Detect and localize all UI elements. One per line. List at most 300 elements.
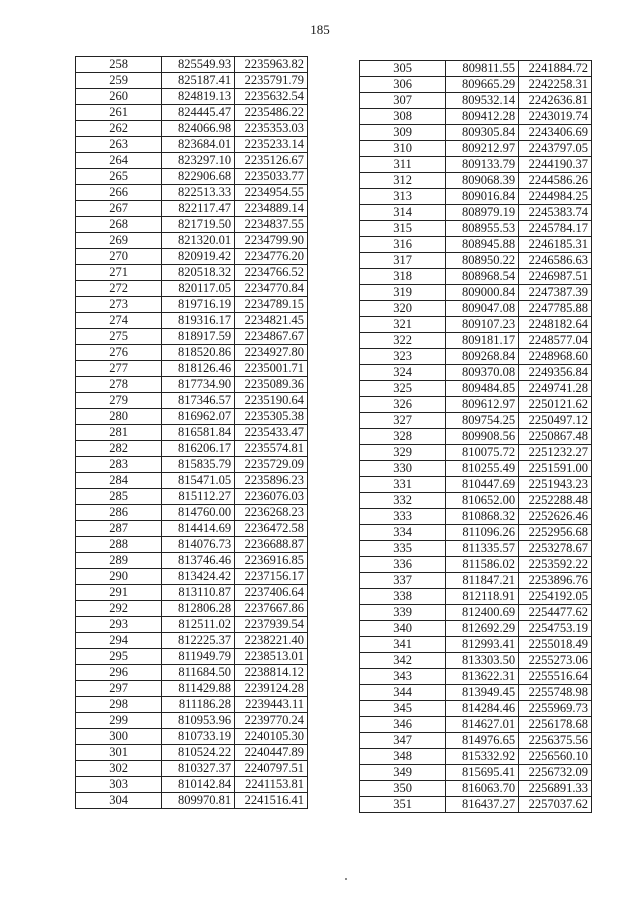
x-coordinate-cell: 812692.29 (446, 621, 519, 637)
point-number-cell: 348 (360, 749, 446, 765)
table-row (360, 557, 592, 573)
y-coordinate-cell: 2235729.09 (235, 457, 308, 473)
x-coordinate-cell: 809532.14 (446, 93, 519, 109)
table-row (76, 153, 308, 169)
y-coordinate-cell: 2252288.48 (519, 493, 592, 509)
point-number-cell: 279 (76, 393, 162, 409)
y-coordinate-cell: 2257037.62 (519, 797, 592, 813)
y-coordinate-cell: 2236472.58 (235, 521, 308, 537)
point-number-cell: 280 (76, 409, 162, 425)
y-coordinate-cell: 2235574.81 (235, 441, 308, 457)
point-number-cell: 276 (76, 345, 162, 361)
table-row (360, 605, 592, 621)
table-row (360, 525, 592, 541)
x-coordinate-cell: 821320.01 (162, 233, 235, 249)
x-coordinate-cell: 810652.00 (446, 493, 519, 509)
point-number-cell: 306 (360, 77, 446, 93)
point-number-cell: 331 (360, 477, 446, 493)
y-coordinate-cell: 2252626.46 (519, 509, 592, 525)
y-coordinate-cell: 2253278.67 (519, 541, 592, 557)
y-coordinate-cell: 2255969.73 (519, 701, 592, 717)
y-coordinate-cell: 2237667.86 (235, 601, 308, 617)
scan-speck (345, 878, 347, 880)
y-coordinate-cell: 2251232.27 (519, 445, 592, 461)
y-coordinate-cell: 2234776.20 (235, 249, 308, 265)
point-number-cell: 320 (360, 301, 446, 317)
point-number-cell: 286 (76, 505, 162, 521)
point-number-cell: 301 (76, 745, 162, 761)
y-coordinate-cell: 2254753.19 (519, 621, 592, 637)
x-coordinate-cell: 811684.50 (162, 665, 235, 681)
point-number-cell: 295 (76, 649, 162, 665)
point-number-cell: 333 (360, 509, 446, 525)
x-coordinate-cell: 811186.28 (162, 697, 235, 713)
table-row (360, 125, 592, 141)
point-number-cell: 329 (360, 445, 446, 461)
y-coordinate-cell: 2243406.69 (519, 125, 592, 141)
table-row (76, 633, 308, 649)
table-row (360, 77, 592, 93)
x-coordinate-cell: 813424.42 (162, 569, 235, 585)
x-coordinate-cell: 813303.50 (446, 653, 519, 669)
point-number-cell: 342 (360, 653, 446, 669)
point-number-cell: 287 (76, 521, 162, 537)
page-number: 185 (310, 22, 330, 37)
y-coordinate-cell: 2235963.82 (235, 57, 308, 73)
x-coordinate-cell: 814976.65 (446, 733, 519, 749)
x-coordinate-cell: 824445.47 (162, 105, 235, 121)
x-coordinate-cell: 822117.47 (162, 201, 235, 217)
y-coordinate-cell: 2239124.28 (235, 681, 308, 697)
point-number-cell: 328 (360, 429, 446, 445)
table-row (360, 381, 592, 397)
x-coordinate-cell: 820117.05 (162, 281, 235, 297)
x-coordinate-cell: 815332.92 (446, 749, 519, 765)
point-number-cell: 258 (76, 57, 162, 73)
x-coordinate-cell: 817734.90 (162, 377, 235, 393)
y-coordinate-cell: 2256732.09 (519, 765, 592, 781)
y-coordinate-cell: 2234954.55 (235, 185, 308, 201)
table-row (360, 765, 592, 781)
x-coordinate-cell: 816437.27 (446, 797, 519, 813)
table-row (360, 397, 592, 413)
table-row (360, 253, 592, 269)
point-number-cell: 339 (360, 605, 446, 621)
y-coordinate-cell: 2242258.31 (519, 77, 592, 93)
x-coordinate-cell: 822906.68 (162, 169, 235, 185)
y-coordinate-cell: 2234889.14 (235, 201, 308, 217)
y-coordinate-cell: 2247387.39 (519, 285, 592, 301)
point-number-cell: 298 (76, 697, 162, 713)
y-coordinate-cell: 2238513.01 (235, 649, 308, 665)
x-coordinate-cell: 809212.97 (446, 141, 519, 157)
point-number-cell: 325 (360, 381, 446, 397)
x-coordinate-cell: 818917.59 (162, 329, 235, 345)
point-number-cell: 315 (360, 221, 446, 237)
x-coordinate-cell: 809908.56 (446, 429, 519, 445)
point-number-cell: 261 (76, 105, 162, 121)
table-row (360, 413, 592, 429)
x-coordinate-cell: 814076.73 (162, 537, 235, 553)
y-coordinate-cell: 2255273.06 (519, 653, 592, 669)
point-number-cell: 324 (360, 365, 446, 381)
table-row (360, 429, 592, 445)
point-number-cell: 283 (76, 457, 162, 473)
y-coordinate-cell: 2246185.31 (519, 237, 592, 253)
x-coordinate-cell: 809612.97 (446, 397, 519, 413)
x-coordinate-cell: 810447.69 (446, 477, 519, 493)
y-coordinate-cell: 2243797.05 (519, 141, 592, 157)
table-row (360, 509, 592, 525)
y-coordinate-cell: 2252956.68 (519, 525, 592, 541)
table-row (76, 121, 308, 137)
table-row (360, 461, 592, 477)
table-row (360, 669, 592, 685)
y-coordinate-cell: 2244586.26 (519, 173, 592, 189)
x-coordinate-cell: 815835.79 (162, 457, 235, 473)
point-number-cell: 274 (76, 313, 162, 329)
point-number-cell: 282 (76, 441, 162, 457)
x-coordinate-cell: 810733.19 (162, 729, 235, 745)
table-row (360, 477, 592, 493)
y-coordinate-cell: 2235353.03 (235, 121, 308, 137)
x-coordinate-cell: 808968.54 (446, 269, 519, 285)
y-coordinate-cell: 2240105.30 (235, 729, 308, 745)
table-row (360, 333, 592, 349)
point-number-cell: 341 (360, 637, 446, 653)
x-coordinate-cell: 808945.88 (446, 237, 519, 253)
y-coordinate-cell: 2247785.88 (519, 301, 592, 317)
x-coordinate-cell: 811847.21 (446, 573, 519, 589)
y-coordinate-cell: 2254192.05 (519, 589, 592, 605)
point-number-cell: 278 (76, 377, 162, 393)
y-coordinate-cell: 2234799.90 (235, 233, 308, 249)
table-row (76, 649, 308, 665)
y-coordinate-cell: 2235632.54 (235, 89, 308, 105)
y-coordinate-cell: 2245383.74 (519, 205, 592, 221)
point-number-cell: 347 (360, 733, 446, 749)
x-coordinate-cell: 809811.55 (446, 61, 519, 77)
table-row (360, 365, 592, 381)
table-row (76, 425, 308, 441)
point-number-cell: 308 (360, 109, 446, 125)
x-coordinate-cell: 809754.25 (446, 413, 519, 429)
y-coordinate-cell: 2239443.11 (235, 697, 308, 713)
table-row (76, 393, 308, 409)
y-coordinate-cell: 2234770.84 (235, 281, 308, 297)
table-row (76, 201, 308, 217)
x-coordinate-cell: 813949.45 (446, 685, 519, 701)
point-number-cell: 344 (360, 685, 446, 701)
point-number-cell: 310 (360, 141, 446, 157)
y-coordinate-cell: 2246987.51 (519, 269, 592, 285)
x-coordinate-cell: 811949.79 (162, 649, 235, 665)
point-number-cell: 311 (360, 157, 446, 173)
point-number-cell: 271 (76, 265, 162, 281)
y-coordinate-cell: 2235433.47 (235, 425, 308, 441)
y-coordinate-cell: 2244984.25 (519, 189, 592, 205)
point-number-cell: 291 (76, 585, 162, 601)
y-coordinate-cell: 2234766.52 (235, 265, 308, 281)
table-row (360, 269, 592, 285)
table-row (76, 729, 308, 745)
point-number-cell: 326 (360, 397, 446, 413)
table-row (76, 345, 308, 361)
table-row (360, 749, 592, 765)
y-coordinate-cell: 2253896.76 (519, 573, 592, 589)
table-row (76, 521, 308, 537)
x-coordinate-cell: 808950.22 (446, 253, 519, 269)
point-number-cell: 273 (76, 297, 162, 313)
table-row (76, 297, 308, 313)
x-coordinate-cell: 809970.81 (162, 793, 235, 809)
table-row (360, 301, 592, 317)
table-row (76, 281, 308, 297)
point-number-cell: 285 (76, 489, 162, 505)
y-coordinate-cell: 2235190.64 (235, 393, 308, 409)
x-coordinate-cell: 809133.79 (446, 157, 519, 173)
x-coordinate-cell: 819716.19 (162, 297, 235, 313)
table-row (360, 61, 592, 77)
x-coordinate-cell: 809107.23 (446, 317, 519, 333)
table-row (76, 505, 308, 521)
x-coordinate-cell: 815471.05 (162, 473, 235, 489)
y-coordinate-cell: 2234927.80 (235, 345, 308, 361)
x-coordinate-cell: 816962.07 (162, 409, 235, 425)
coordinate-table-left (75, 56, 308, 809)
point-number-cell: 304 (76, 793, 162, 809)
x-coordinate-cell: 809484.85 (446, 381, 519, 397)
table-row (360, 205, 592, 221)
point-number-cell: 309 (360, 125, 446, 141)
y-coordinate-cell: 2250121.62 (519, 397, 592, 413)
point-number-cell: 321 (360, 317, 446, 333)
coordinate-table-right (359, 60, 592, 813)
y-coordinate-cell: 2235001.71 (235, 361, 308, 377)
point-number-cell: 317 (360, 253, 446, 269)
point-number-cell: 300 (76, 729, 162, 745)
x-coordinate-cell: 809068.39 (446, 173, 519, 189)
point-number-cell: 336 (360, 557, 446, 573)
y-coordinate-cell: 2234789.15 (235, 297, 308, 313)
x-coordinate-cell: 813110.87 (162, 585, 235, 601)
table-row (360, 541, 592, 557)
table-row (76, 137, 308, 153)
y-coordinate-cell: 2235305.38 (235, 409, 308, 425)
y-coordinate-cell: 2237156.17 (235, 569, 308, 585)
table-row (76, 457, 308, 473)
y-coordinate-cell: 2250867.48 (519, 429, 592, 445)
point-number-cell: 289 (76, 553, 162, 569)
x-coordinate-cell: 810255.49 (446, 461, 519, 477)
y-coordinate-cell: 2246586.63 (519, 253, 592, 269)
point-number-cell: 262 (76, 121, 162, 137)
point-number-cell: 264 (76, 153, 162, 169)
table-row (76, 313, 308, 329)
table-row (76, 553, 308, 569)
x-coordinate-cell: 814414.69 (162, 521, 235, 537)
y-coordinate-cell: 2236076.03 (235, 489, 308, 505)
point-number-cell: 314 (360, 205, 446, 221)
point-number-cell: 334 (360, 525, 446, 541)
y-coordinate-cell: 2251591.00 (519, 461, 592, 477)
y-coordinate-cell: 2249741.28 (519, 381, 592, 397)
x-coordinate-cell: 812118.91 (446, 589, 519, 605)
table-row (360, 285, 592, 301)
x-coordinate-cell: 814760.00 (162, 505, 235, 521)
point-number-cell: 323 (360, 349, 446, 365)
point-number-cell: 265 (76, 169, 162, 185)
point-number-cell: 332 (360, 493, 446, 509)
y-coordinate-cell: 2235791.79 (235, 73, 308, 89)
table-row (360, 317, 592, 333)
table-row (76, 537, 308, 553)
point-number-cell: 349 (360, 765, 446, 781)
x-coordinate-cell: 816063.70 (446, 781, 519, 797)
y-coordinate-cell: 2236916.85 (235, 553, 308, 569)
table-row (76, 377, 308, 393)
point-number-cell: 272 (76, 281, 162, 297)
y-coordinate-cell: 2256560.10 (519, 749, 592, 765)
y-coordinate-cell: 2243019.74 (519, 109, 592, 125)
x-coordinate-cell: 824819.13 (162, 89, 235, 105)
table-row (360, 157, 592, 173)
y-coordinate-cell: 2255516.64 (519, 669, 592, 685)
table-row (76, 409, 308, 425)
table-row (76, 761, 308, 777)
table-row (76, 233, 308, 249)
table-row (76, 489, 308, 505)
table-row (76, 713, 308, 729)
point-number-cell: 343 (360, 669, 446, 685)
point-number-cell: 294 (76, 633, 162, 649)
table-body-right (360, 61, 592, 813)
y-coordinate-cell: 2240447.89 (235, 745, 308, 761)
table-row (360, 445, 592, 461)
point-number-cell: 268 (76, 217, 162, 233)
x-coordinate-cell: 816206.17 (162, 441, 235, 457)
table-row (360, 621, 592, 637)
table-row (360, 93, 592, 109)
table-row (76, 681, 308, 697)
x-coordinate-cell: 809000.84 (446, 285, 519, 301)
point-number-cell: 269 (76, 233, 162, 249)
point-number-cell: 318 (360, 269, 446, 285)
x-coordinate-cell: 811096.26 (446, 525, 519, 541)
x-coordinate-cell: 819316.17 (162, 313, 235, 329)
x-coordinate-cell: 811429.88 (162, 681, 235, 697)
point-number-cell: 290 (76, 569, 162, 585)
point-number-cell: 302 (76, 761, 162, 777)
table-row (76, 601, 308, 617)
x-coordinate-cell: 825549.93 (162, 57, 235, 73)
x-coordinate-cell: 814284.46 (446, 701, 519, 717)
point-number-cell: 312 (360, 173, 446, 189)
x-coordinate-cell: 809412.28 (446, 109, 519, 125)
y-coordinate-cell: 2242636.81 (519, 93, 592, 109)
x-coordinate-cell: 812993.41 (446, 637, 519, 653)
x-coordinate-cell: 809665.29 (446, 77, 519, 93)
table-row (76, 169, 308, 185)
point-number-cell: 307 (360, 93, 446, 109)
point-number-cell: 327 (360, 413, 446, 429)
table-row (76, 249, 308, 265)
table-row (360, 221, 592, 237)
point-number-cell: 316 (360, 237, 446, 253)
y-coordinate-cell: 2241884.72 (519, 61, 592, 77)
y-coordinate-cell: 2239770.24 (235, 713, 308, 729)
point-number-cell: 266 (76, 185, 162, 201)
point-number-cell: 288 (76, 537, 162, 553)
y-coordinate-cell: 2235233.14 (235, 137, 308, 153)
x-coordinate-cell: 808955.53 (446, 221, 519, 237)
y-coordinate-cell: 2235033.77 (235, 169, 308, 185)
x-coordinate-cell: 809181.17 (446, 333, 519, 349)
table-row (360, 173, 592, 189)
table-row (76, 569, 308, 585)
y-coordinate-cell: 2251943.23 (519, 477, 592, 493)
y-coordinate-cell: 2254477.62 (519, 605, 592, 621)
x-coordinate-cell: 815112.27 (162, 489, 235, 505)
table-row (360, 493, 592, 509)
x-coordinate-cell: 821719.50 (162, 217, 235, 233)
x-coordinate-cell: 818520.86 (162, 345, 235, 361)
point-number-cell: 330 (360, 461, 446, 477)
y-coordinate-cell: 2250497.12 (519, 413, 592, 429)
point-number-cell: 260 (76, 89, 162, 105)
point-number-cell: 345 (360, 701, 446, 717)
y-coordinate-cell: 2248182.64 (519, 317, 592, 333)
x-coordinate-cell: 810524.22 (162, 745, 235, 761)
point-number-cell: 337 (360, 573, 446, 589)
x-coordinate-cell: 810075.72 (446, 445, 519, 461)
y-coordinate-cell: 2256891.33 (519, 781, 592, 797)
y-coordinate-cell: 2234837.55 (235, 217, 308, 233)
y-coordinate-cell: 2238221.40 (235, 633, 308, 649)
table-row (360, 237, 592, 253)
x-coordinate-cell: 813746.46 (162, 553, 235, 569)
y-coordinate-cell: 2245784.17 (519, 221, 592, 237)
x-coordinate-cell: 812225.37 (162, 633, 235, 649)
x-coordinate-cell: 809047.08 (446, 301, 519, 317)
table-row (360, 685, 592, 701)
table-row (76, 585, 308, 601)
x-coordinate-cell: 825187.41 (162, 73, 235, 89)
x-coordinate-cell: 822513.33 (162, 185, 235, 201)
x-coordinate-cell: 809305.84 (446, 125, 519, 141)
y-coordinate-cell: 2256375.56 (519, 733, 592, 749)
point-number-cell: 277 (76, 361, 162, 377)
x-coordinate-cell: 810142.84 (162, 777, 235, 793)
point-number-cell: 275 (76, 329, 162, 345)
table-row (360, 109, 592, 125)
table-row (76, 89, 308, 105)
x-coordinate-cell: 820919.42 (162, 249, 235, 265)
table-row (360, 717, 592, 733)
point-number-cell: 313 (360, 189, 446, 205)
y-coordinate-cell: 2234821.45 (235, 313, 308, 329)
x-coordinate-cell: 823684.01 (162, 137, 235, 153)
y-coordinate-cell: 2235896.23 (235, 473, 308, 489)
point-number-cell: 259 (76, 73, 162, 89)
table-row (76, 185, 308, 201)
x-coordinate-cell: 809268.84 (446, 349, 519, 365)
y-coordinate-cell: 2236268.23 (235, 505, 308, 521)
point-number-cell: 346 (360, 717, 446, 733)
table-row (76, 217, 308, 233)
table-row (76, 441, 308, 457)
point-number-cell: 296 (76, 665, 162, 681)
